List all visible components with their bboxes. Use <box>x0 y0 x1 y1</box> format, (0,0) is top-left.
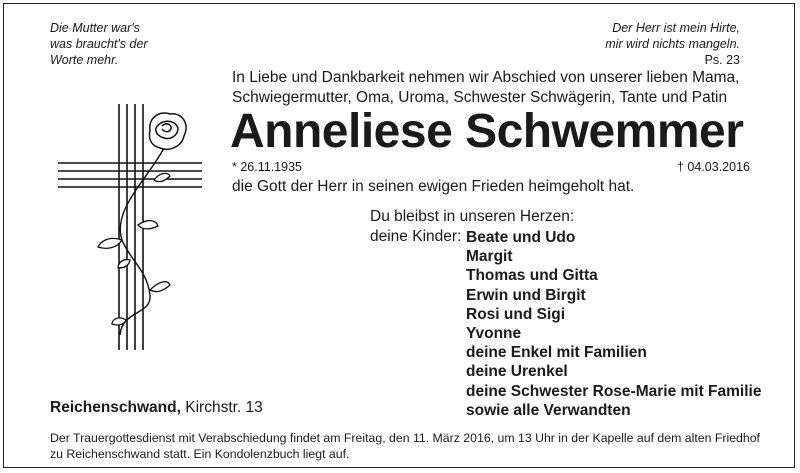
intro-line: In Liebe und Dankbarkeit nehmen wir Abschied von unserer lieben Mama, <box>232 69 740 86</box>
quote-left-line: Worte mehr. <box>50 53 119 67</box>
footer-line: Der Trauergottesdienst mit Verabschiedung findet am Freitag, den 11. März 2016, um 13 Uhr in der Kapelle auf dem alten Friedhof <box>50 431 760 445</box>
quote-left <box>50 20 148 68</box>
mourner-name: sowie alle Verwandten <box>466 401 631 419</box>
deceased-name: Anneliese Schwemmer <box>230 105 744 158</box>
address-town: Reichenschwand, <box>50 399 181 416</box>
mourner-name: Rosi und Sigi <box>466 305 566 323</box>
quote-right-line: mir wird nichts mangeln. <box>605 37 740 51</box>
quote-reference: Ps. 23 <box>704 53 740 67</box>
quote-right-line: Der Herr ist mein Hirte, <box>612 21 740 35</box>
cross-with-rose-icon <box>52 100 207 355</box>
footer-line: zu Reichenschwand statt. Ein Kondolenzbuch liegt auf. <box>50 447 350 461</box>
quote-left-line: was braucht's der <box>50 37 148 51</box>
mourners-heading: Du bleibst in unseren Herzen: <box>370 208 575 225</box>
address-street: Kirchstr. 13 <box>185 399 263 416</box>
mourner-name: deine Schwester Rose-Marie mit Familie <box>466 382 762 400</box>
mourner-name: Beate und Udo <box>466 229 576 246</box>
mourners-list <box>466 228 761 420</box>
quote-left-line: Die Mutter war's <box>50 21 140 35</box>
mourners-label: deine Kinder: <box>370 228 462 245</box>
mourner-name: Thomas und Gitta <box>466 267 598 285</box>
footer-text <box>50 430 770 462</box>
mourner-name: deine Urenkel <box>466 363 568 381</box>
intro-text <box>232 68 752 108</box>
birth-date: * 26.11.1935 <box>232 160 302 174</box>
mourner-name: deine Enkel mit Familien <box>466 344 647 362</box>
heimgeholt-text: die Gott der Herr in seinen ewigen Frieden heimgeholt hat. <box>232 178 635 195</box>
death-date: † 04.03.2016 <box>677 160 750 174</box>
mourner-name: Erwin und Birgit <box>466 286 586 304</box>
quote-right <box>605 20 740 68</box>
address <box>50 399 263 417</box>
intro-line: Schwiegermutter, Oma, Uroma, Schwester Schwägerin, Tante und Patin <box>232 89 728 106</box>
mourner-name: Yvonne <box>466 325 522 343</box>
mourner-name: Margit <box>466 248 513 266</box>
